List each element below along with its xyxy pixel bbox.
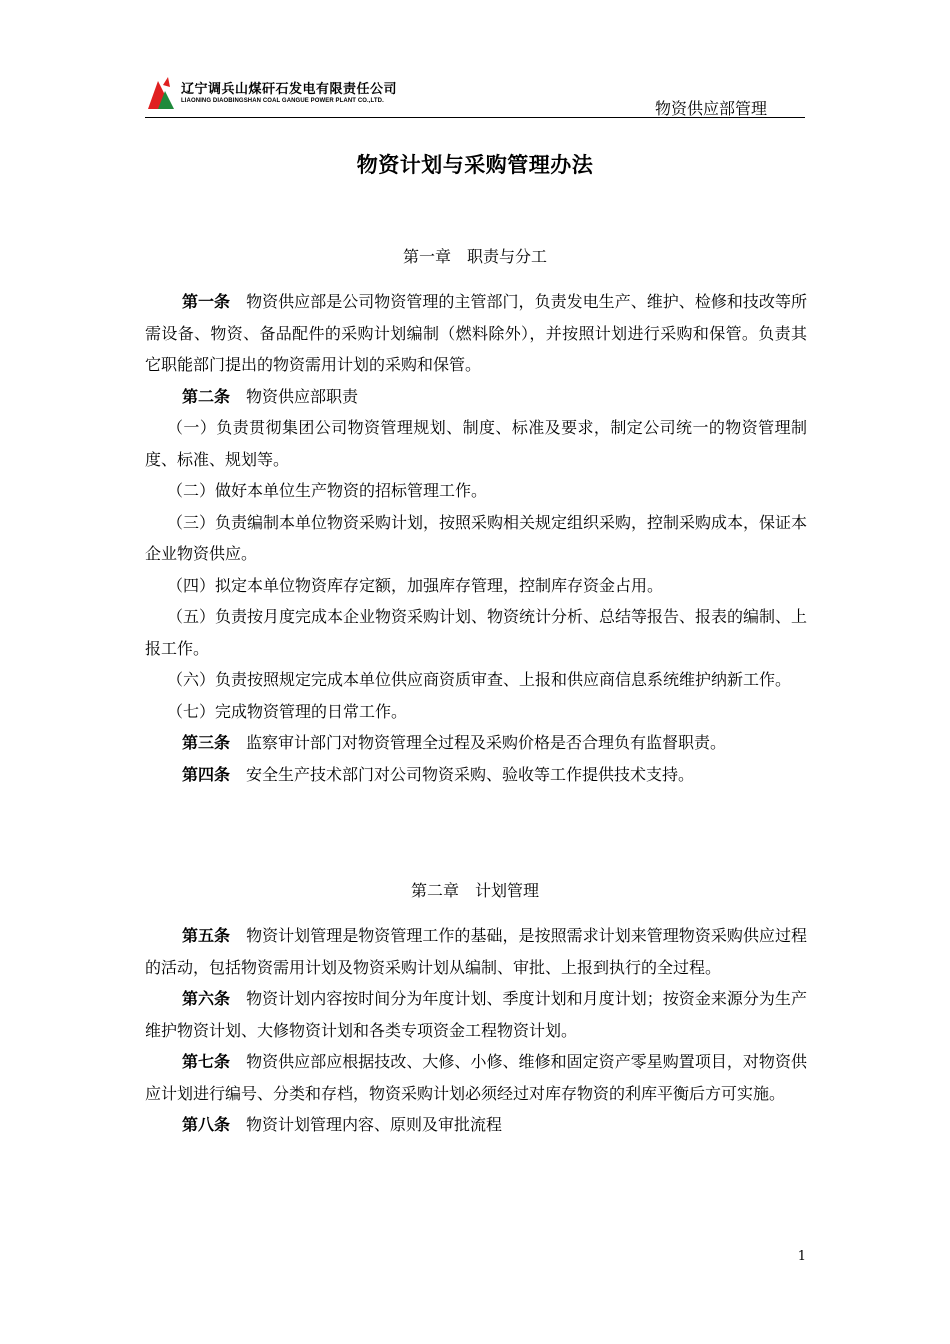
article-3 bbox=[145, 727, 807, 759]
article-label: 第五条 bbox=[182, 926, 231, 945]
company-logo-icon bbox=[145, 75, 175, 109]
article-label: 第八条 bbox=[182, 1115, 231, 1134]
company-name-cn: 辽宁调兵山煤矸石发电有限责任公司 bbox=[181, 82, 398, 97]
article-text: 安全生产技术部门对公司物资采购、验收等工作提供技术支持。 bbox=[246, 764, 695, 784]
article-label: 第一条 bbox=[182, 292, 231, 311]
page-number: 1 bbox=[797, 1249, 806, 1264]
article-text: 物资计划管理是物资管理工作的基础，是按照需求计划来管理物资采购供应过程的活动，包括物资需用计划及物资采购计划从编制、审批、上报到执行的全过程。 bbox=[145, 926, 807, 977]
page-header bbox=[145, 70, 805, 120]
chapter-number: 第二章 bbox=[410, 881, 459, 900]
article-text: 物资供应部是公司物资管理的主管部门，负责发电生产、维护、检修和技改等所需设备、物资、备品配件的采购计划编制（燃料除外），并按照计划进行采购和保管。负责其它职能部门提出的物资需用计划的采购和保管。 bbox=[145, 292, 807, 374]
article-text: 物资计划管理内容、原则及审批流程 bbox=[246, 1115, 503, 1134]
article-label: 第四条 bbox=[182, 764, 231, 784]
list-item: （三）负责编制本单位物资采购计划，按照采购相关规定组织采购，控制采购成本，保证本企业物资供应。 bbox=[145, 512, 808, 563]
company-name-en: LIAONING DIAOBINGSHAN COAL GANGUE POWER PLANT CO.,LTD. bbox=[181, 98, 384, 104]
article-label: 第三条 bbox=[182, 733, 231, 752]
list-item: （四）拟定本单位物资库存定额，加强库存管理，控制库存资金占用。 bbox=[167, 575, 664, 595]
article-1 bbox=[145, 286, 807, 381]
chapter-2-body bbox=[145, 920, 807, 1141]
article-text: 物资计划内容按时间分为年度计划、季度计划和月度计划；按资金来源分为生产维护物资计划、大修物资计划和各类专项资金工程物资计划。 bbox=[145, 989, 807, 1040]
document-title: 物资计划与采购管理办法 bbox=[356, 153, 594, 177]
article-6 bbox=[145, 983, 807, 1046]
article-label: 第二条 bbox=[182, 386, 231, 406]
list-item: （五）负责按月度完成本企业物资采购计划、物资统计分析、总结等报告、报表的编制、上报工作。 bbox=[145, 607, 808, 658]
article-text: 物资供应部应根据技改、大修、小修、维修和固定资产零星购置项目，对物资供应计划进行编号、分类和存档，物资采购计划必须经过对库存物资的利库平衡后方可实施。 bbox=[145, 1052, 807, 1103]
chapter-name: 计划管理 bbox=[475, 881, 540, 900]
article-text: 监察审计部门对物资管理全过程及采购价格是否合理负有监督职责。 bbox=[246, 733, 727, 752]
article-label: 第七条 bbox=[182, 1052, 231, 1071]
chapter-number: 第一章 bbox=[402, 247, 451, 266]
list-item: （七）完成物资管理的日常工作。 bbox=[167, 701, 408, 721]
list-item: （二）做好本单位生产物资的招标管理工作。 bbox=[167, 481, 488, 500]
list-item: （六）负责按照规定完成本单位供应商资质审查、上报和供应商信息系统维护纳新工作。 bbox=[167, 670, 792, 689]
article-5 bbox=[145, 920, 807, 983]
article-2 bbox=[145, 381, 807, 413]
header-divider bbox=[145, 117, 805, 118]
article-text: 物资供应部职责 bbox=[246, 386, 359, 406]
article-8 bbox=[145, 1109, 807, 1141]
list-item: （一）负责贯彻集团公司物资管理规划、制度、标准及要求，制定公司统一的物资管理制度、标准、规划等。 bbox=[145, 418, 807, 469]
chapter-name: 职责与分工 bbox=[467, 247, 548, 266]
chapter-1-body bbox=[145, 286, 807, 790]
chapter-heading-1 bbox=[0, 244, 950, 267]
article-label: 第六条 bbox=[182, 989, 231, 1008]
chapter-heading-2 bbox=[0, 878, 950, 901]
article-4 bbox=[145, 759, 807, 791]
article-7 bbox=[145, 1046, 807, 1109]
department-label: 物资供应部管理 bbox=[654, 99, 767, 118]
